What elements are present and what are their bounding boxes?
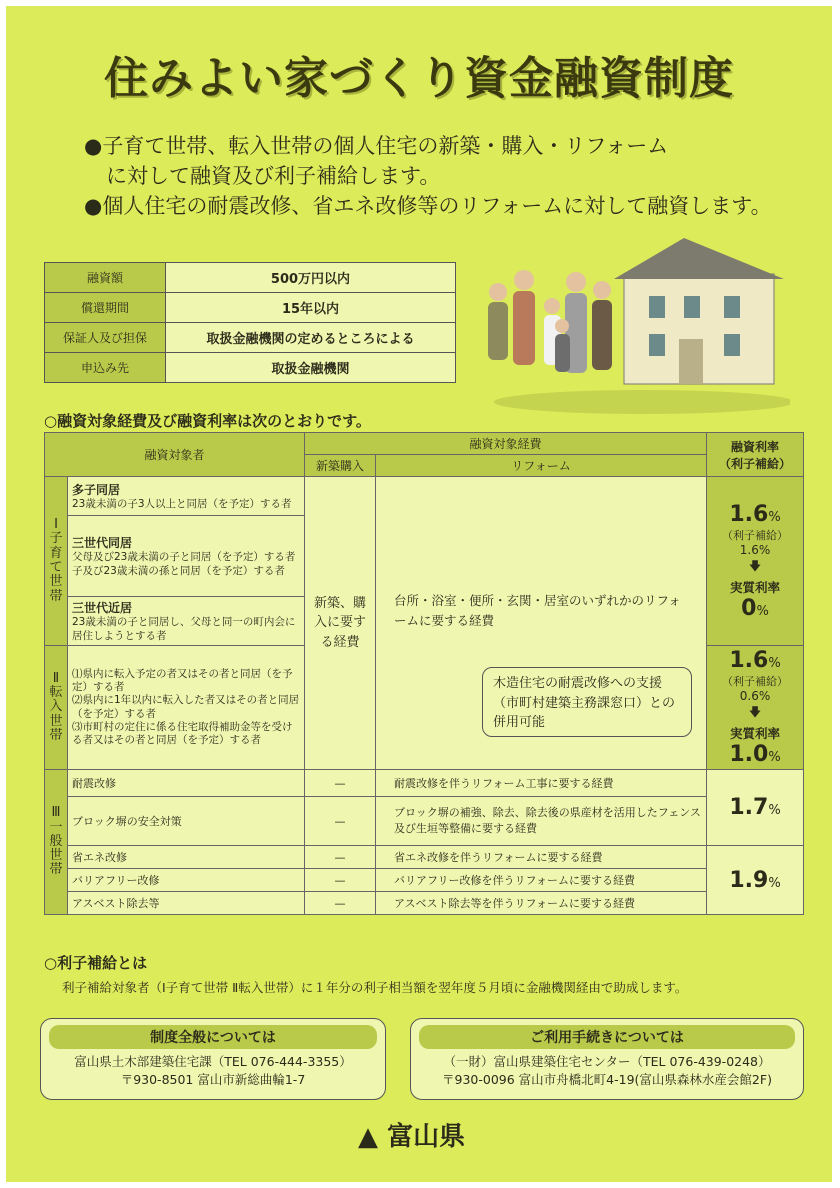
contact-box-general: [40, 1018, 386, 1100]
summary-label: 償還期間: [45, 293, 166, 323]
contact-heading: 制度全般については: [49, 1025, 377, 1049]
contact-box-procedure: [410, 1018, 804, 1100]
page-title: 住みよい家づくり資金融資制度: [104, 53, 734, 104]
rate-unit: %: [768, 509, 781, 525]
header-reform: リフォーム: [376, 455, 707, 477]
row-desc: 23歳未満の子3人以上と同居（を予定）する者: [72, 497, 292, 510]
rate-unit: %: [768, 750, 781, 765]
reform-cost: 台所・浴室・便所・玄関・居室のいずれかのリフォームに要する経費: [376, 477, 707, 770]
row-barrier-free: バリアフリー改修: [68, 869, 305, 892]
dash: —: [305, 770, 376, 797]
summary-label: 融資額: [45, 263, 166, 293]
flyer-page: [6, 6, 832, 1182]
dash: —: [305, 797, 376, 846]
subsidy-note: 利子補給対象者（Ⅰ子育て世帯 Ⅱ転入世帯）に１年分の利子相当額を翌年度５月頃に金融機関経由で助成します。: [62, 980, 688, 995]
rate-subsidy-label: （利子補給）: [722, 528, 788, 542]
rate-cell-1: [707, 477, 804, 646]
rate-unit: %: [768, 656, 781, 671]
contact-line: 富山県土木部建築住宅課（TEL 076-444-3355）: [74, 1054, 352, 1069]
header-cost: 融資対象経費: [305, 433, 707, 455]
down-arrow-icon: 🡇: [748, 705, 762, 719]
summary-value: 15年以内: [166, 293, 456, 323]
category-1-label: Ⅰ子育て世帯: [45, 477, 68, 646]
rate-value: 1.9: [729, 867, 769, 893]
row-desc: 23歳未満の子と同居し、父母と同一の町内会に居住しようとする者: [72, 616, 296, 642]
lead-line-1: ●子育て世帯、転入世帯の個人住宅の新築・購入・リフォーム: [84, 134, 669, 158]
rate-subsidy-value: 1.6%: [739, 542, 771, 557]
effective-rate-value: 0: [741, 595, 757, 621]
row-seismic: 耐震改修: [68, 770, 305, 797]
row-block-wall: ブロック塀の安全対策: [68, 797, 305, 846]
effective-rate-label: 実質利率: [729, 579, 780, 595]
row-seismic-cost: 耐震改修を伴うリフォーム工事に要する経費: [376, 770, 707, 797]
row-asbestos-cost: アスベスト除去等を伴うリフォームに要する経費: [376, 892, 707, 915]
row-title: 三世代近居: [72, 601, 133, 616]
header-target: 融資対象者: [45, 433, 305, 477]
down-arrow-icon: 🡇: [748, 558, 762, 573]
rate-value: 1.7: [729, 795, 769, 820]
dash: —: [305, 869, 376, 892]
rate-unit: %: [756, 603, 769, 619]
row-barrier-free-cost: バリアフリー改修を伴うリフォームに要する経費: [376, 869, 707, 892]
summary-table: [44, 262, 456, 383]
rate-subsidy-label: （利子補給）: [722, 675, 788, 688]
row-title: 三世代同居: [72, 536, 133, 551]
rate-value: 1.6: [729, 501, 769, 527]
rate-cell-4: [707, 846, 804, 915]
rate-value: 1.6: [729, 648, 769, 673]
prefecture-name: 富山県: [387, 1122, 466, 1152]
contact-line: （一財）富山県建築住宅センター（TEL 076-439-0248）: [443, 1054, 771, 1069]
row-energy-cost: 省エネ改修を伴うリフォームに要する経費: [376, 846, 707, 869]
row-three-gen-cohabit: [68, 516, 305, 597]
rate-cell-3: [707, 770, 804, 846]
prefecture-emblem-icon: ▲: [358, 1122, 378, 1152]
lead-line-2: に対して融資及び利子補給します。: [106, 164, 441, 188]
dash: —: [305, 846, 376, 869]
contact-line: 〒930-0096 富山市舟橋北町4-19(富山県森林水産会館2F): [442, 1072, 772, 1088]
rate-unit: %: [768, 875, 781, 891]
rate-cell-2: [707, 646, 804, 770]
row-asbestos: アスベスト除去等: [68, 892, 305, 915]
summary-value: 取扱金融機関: [166, 353, 456, 383]
row-relocation: [68, 646, 305, 770]
callout-balloon: 木造住宅の耐震改修への支援（市町村建築主務課窓口）との併用可能: [482, 667, 692, 737]
effective-rate-value: 1.0: [729, 742, 769, 767]
header-rate: 融資利率 （利子補給）: [707, 433, 804, 477]
dash: —: [305, 892, 376, 915]
summary-value: 500万円以内: [166, 263, 456, 293]
row-multi-child: [68, 477, 305, 516]
category-3-label: Ⅲ一般世帯: [45, 770, 68, 915]
section-heading-rates: ○融資対象経費及び融資利率は次のとおりです。: [44, 412, 371, 430]
row-desc: 父母及び23歳未満の子と同居（を予定）する者 子及び23歳未満の孫と同居（を予定）する者: [72, 551, 296, 577]
prefecture-logo: [358, 1116, 465, 1153]
header-new: 新築購入: [305, 455, 376, 477]
category-2-label: Ⅱ転入世帯: [45, 646, 68, 770]
contact-heading: ご利用手続きについては: [419, 1025, 795, 1049]
lead-line-3: ●個人住宅の耐震改修、省エネ改修等のリフォームに対して融資します。: [84, 194, 772, 218]
rate-unit: %: [768, 803, 781, 818]
summary-value: 取扱金融機関の定めるところによる: [166, 323, 456, 353]
summary-label: 申込み先: [45, 353, 166, 383]
row-desc: ⑴県内に転入予定の者又はその者と同居（を予定）する者 ⑵県内に1年以内に転入した者又はその者と同居（を予定）する者 ⑶市町村の定住に係る住宅取得補助金等を受ける者又はその者と同居（を予定）する者: [72, 668, 300, 746]
rate-subsidy-value: 0.6%: [739, 689, 771, 703]
row-three-gen-nearby: [68, 597, 305, 646]
family-house-illustration: [474, 234, 790, 414]
row-energy: 省エネ改修: [68, 846, 305, 869]
contact-line: 〒930-8501 富山市新総曲輪1-7: [120, 1072, 306, 1088]
new-build-cost: 新築、購入に要する経費: [305, 477, 376, 770]
effective-rate-label: 実質利率: [729, 726, 780, 741]
row-title: 多子同居: [72, 482, 121, 497]
summary-label: 保証人及び担保: [45, 323, 166, 353]
section-heading-subsidy: ○利子補給とは: [44, 954, 148, 972]
row-block-wall-cost: ブロック塀の補強、除去、除去後の県産材を活用したフェンス及び生垣等整備に要する経費: [376, 797, 707, 846]
